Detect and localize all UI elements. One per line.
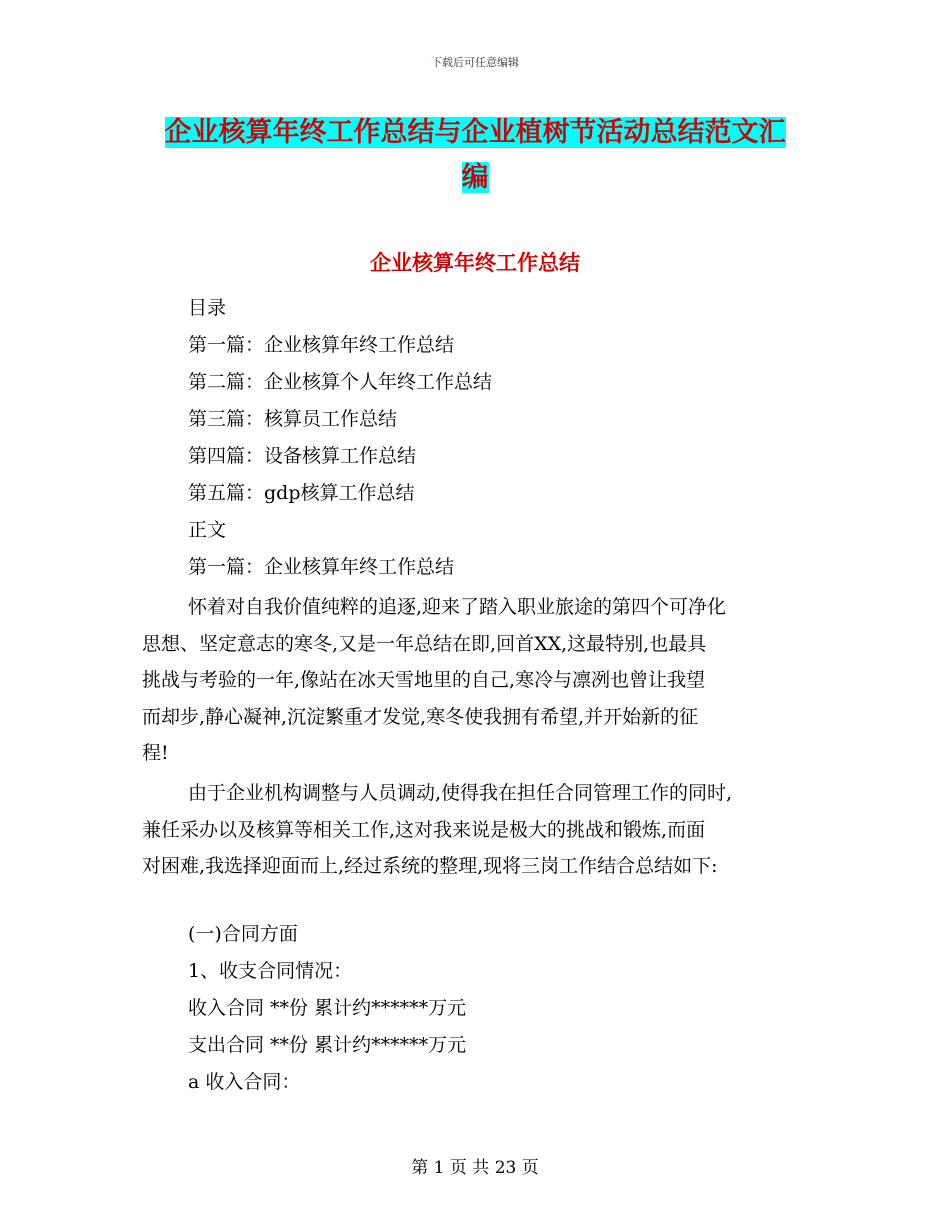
header-note: 下载后可任意编辑 xyxy=(431,56,519,69)
title-line-2: 编 xyxy=(461,162,489,193)
page-footer: 第 1 页 共 23 页 xyxy=(411,1158,539,1178)
para-line: 思想、坚定意志的寒冬,又是一年总结在即,回首XX,这最特别,也最具 xyxy=(142,632,707,655)
income-contracts-sub: a 收入合同： xyxy=(188,1071,301,1093)
section-title: 企业核算年终工作总结 xyxy=(370,251,580,275)
para-line: 兼任采办以及核算等相关工作,这对我来说是极大的挑战和锻炼,而面 xyxy=(142,818,706,841)
paragraph-2 xyxy=(142,775,832,885)
toc-item: 第五篇：gdp核算工作总结 xyxy=(188,482,415,504)
table-of-contents xyxy=(142,290,822,586)
income-contracts: 收入合同 **份 累计约******万元 xyxy=(188,997,467,1019)
part1-heading: 第一篇：企业核算年终工作总结 xyxy=(188,556,455,578)
document-title xyxy=(140,110,810,200)
body-heading: 正文 xyxy=(188,519,227,541)
toc-item: 第一篇：企业核算年终工作总结 xyxy=(188,334,455,356)
toc-item: 第三篇：核算员工作总结 xyxy=(188,408,398,430)
para-line: 程! xyxy=(142,742,169,764)
paragraph-1 xyxy=(142,589,832,772)
contracts-heading: (一)合同方面 xyxy=(188,923,298,945)
contracts-item-1: 1、收支合同情况： xyxy=(188,960,353,982)
para-line: 而却步,静心凝神,沉淀繁重才发觉,寒冬使我拥有希望,并开始新的征 xyxy=(142,705,699,728)
para-line: 由于企业机构调整与人员调动,使得我在担任合同管理工作的同时, xyxy=(188,782,733,804)
para-line: 挑战与考验的一年,像站在冰天雪地里的自己,寒冷与凛冽也曾让我望 xyxy=(142,669,706,691)
toc-item: 第二篇：企业核算个人年终工作总结 xyxy=(188,371,493,393)
para-line: 对困难,我选择迎面而上,经过系统的整理,现将三岗工作结合总结如下: xyxy=(142,855,718,877)
para-line: 怀着对自我价值纯粹的追逐,迎来了踏入职业旅途的第四个可净化 xyxy=(188,596,727,618)
expense-contracts: 支出合同 **份 累计约******万元 xyxy=(188,1034,467,1056)
toc-heading: 目录 xyxy=(188,297,227,319)
contracts-section xyxy=(142,916,822,1101)
title-line-1: 企业核算年终工作总结与企业植树节活动总结范文汇 xyxy=(164,117,786,148)
toc-item: 第四篇：设备核算工作总结 xyxy=(188,445,417,467)
